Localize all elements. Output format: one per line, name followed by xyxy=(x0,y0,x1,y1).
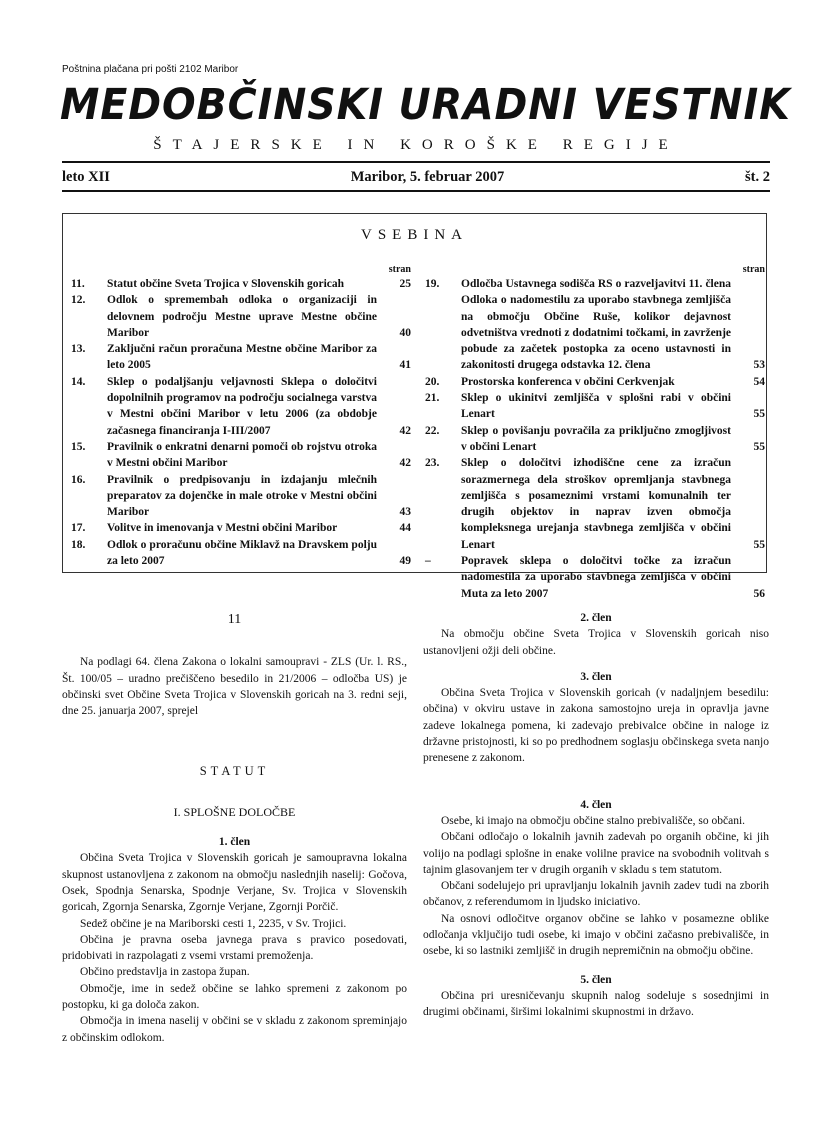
toc-page-header: stran xyxy=(388,264,411,275)
toc-entry-title: Prostorska konferenca v občini Cerkvenjak xyxy=(461,375,675,388)
toc-entry xyxy=(425,553,765,602)
toc-column-right xyxy=(425,262,765,602)
toc-entry-number: 11. xyxy=(71,278,85,290)
toc-entry-title: Statut občine Sveta Trojica v Slovenskih goricah xyxy=(107,278,345,290)
toc-column-left xyxy=(71,262,411,569)
toc-entry-number: 19. xyxy=(425,278,440,290)
toc-entry xyxy=(425,423,765,456)
toc-entry xyxy=(425,390,765,423)
toc-entry-page: 44 xyxy=(399,522,411,535)
issue-year: leto XII xyxy=(62,169,110,185)
toc-entry-page: 53 xyxy=(753,359,765,372)
header-rule-top xyxy=(62,161,770,163)
section-heading: I. SPLOŠNE DOLOČBE xyxy=(173,804,296,819)
toc-entry-number: 23. xyxy=(425,457,440,470)
toc-entry xyxy=(71,520,411,536)
toc-entry-title: Odločba Ustavnega sodišča RS o razveljavitvi 11. člena Odloka o nadomestilu za uporabo stavbnega zemljišča na območju Občine Ruše, kolikor dejavnost odvetništva vrednoti z dodatnimi točkami, in zavrženje pobude za začetek postopka za oceno ustavnosti in zakonitosti drugega odstavka 12. člena xyxy=(461,278,731,372)
toc-entry-number: 21. xyxy=(425,392,440,405)
issue-number: št. 2 xyxy=(745,169,770,185)
clause-heading: 1. člen xyxy=(218,836,251,849)
toc-entry-title: Volitve in imenovanja v Mestni občini Maribor xyxy=(107,522,338,535)
toc-entry xyxy=(71,439,411,472)
clause-paragraph: Območja in imena naselij v občini se v skladu z zakonom spreminjajo z občinskim odlokom. xyxy=(62,1015,407,1044)
toc-entry-number: 17. xyxy=(71,522,86,535)
toc-entry xyxy=(71,472,411,521)
toc-entry xyxy=(425,276,765,374)
clause-paragraph: Osebe, ki imajo na območju občine stalno prebivališče, so občani. xyxy=(441,814,746,827)
toc-entry-page: 55 xyxy=(753,538,765,551)
clause-paragraph: Občina Sveta Trojica v Slovenskih goricah je samoupravna lokalna skupnost ustanovljena z zakonom na območju naslednjih naselij: Gočova, Osek, Spodnja Senarska, Spodnje Verjane, Sv. Trojica v Slovenskih goricah, Zgornja Senarska, Zgornje Verjane, Zgornji Porčič. xyxy=(62,852,407,914)
masthead-subtitle: ŠTAJERSKE IN KOROŠKE REGIJE xyxy=(153,137,679,153)
toc-entry-number: 22. xyxy=(425,424,440,437)
toc-entry-page: 42 xyxy=(399,424,411,437)
toc-entry-number: 14. xyxy=(71,375,86,388)
toc-entry xyxy=(425,455,765,553)
clause-paragraph: Na osnovi odločitve organov občine se lahko v posamezne oblike odločanja vključijo tudi osebe, ki imajo v občini začasno prebivališče, in osebe, ki so lastniki zemljišč in drugih nepremičnin na območju občine. xyxy=(423,912,769,958)
toc-entry xyxy=(71,276,411,292)
toc-entry-title: Sklep o določitvi izhodiščne cene za izračun sorazmernega dela stroškov opremljanja stavbnega zemljišča s posameznimi vrstami komunalnih ter drugih objektov in naprav izven območja kompleksnega urejanja stavbnega zemljišča v občini Lenart xyxy=(461,457,731,551)
toc-entry-title: Pravilnik o predpisovanju in izdajanju mlečnih preparatov za dojenčke in male otroke v Mestni občini Maribor xyxy=(107,473,377,519)
toc-entry-page: 56 xyxy=(753,587,765,600)
clause-paragraph: Območje, ime in sedež občine se lahko spremeni z zakonom po postopku, ki ga določa zakon. xyxy=(62,982,407,1012)
toc-entry-page: 40 xyxy=(399,326,411,339)
clauses-right xyxy=(423,610,769,1021)
toc-entry xyxy=(71,537,411,570)
article-preamble: Na podlagi 64. člena Zakona o lokalni samoupravi - ZLS (Ur. l. RS., Št. 100/05 – uradno prečiščeno besedilo in 21/2006 – odločba US) je občinski svet Občine Sveta Trojica v Slovenskih goricah na 3. redni seji, dne 25. januarja 2007, sprejel xyxy=(62,656,407,718)
clause-paragraph: Občina je pravna oseba javnega prava s pravico posedovati, pridobivati in razpolagati z vsemi vrstami premoženja. xyxy=(62,933,407,963)
toc-entry-number: 20. xyxy=(425,375,440,388)
table-of-contents xyxy=(62,213,767,600)
toc-entry-page: 43 xyxy=(399,506,411,519)
toc-entry-page: 55 xyxy=(753,440,765,453)
header-rule-bottom xyxy=(62,190,770,192)
clause-heading: 5. člen xyxy=(580,973,612,986)
clauses-left xyxy=(62,834,407,1046)
masthead-title: MEDOBČINSKI URADNI VESTNIK xyxy=(60,80,791,130)
body-column-right xyxy=(423,610,769,1021)
toc-list-right xyxy=(425,276,765,602)
toc-entry-number: – xyxy=(425,555,431,568)
clause-paragraph: Občani odločajo o lokalnih javnih zadevah po organih občine, ki jih volijo na podlagi splošne in enake volilne pravice na svobodnih volitvah s tajnim glasovanjem ter v drugih organih v skladu s tem statutom. xyxy=(423,831,769,876)
toc-entry-title: Odlok o spremembah odloka o organizaciji in delovnem področju Mestne uprave Mestne občine Maribor xyxy=(107,294,377,339)
clause-heading: 4. člen xyxy=(580,798,612,811)
toc-entry-title: Sklep o ukinitvi zemljišča v splošni rabi v občini Lenart xyxy=(461,392,731,421)
clause-paragraph: Občina pri uresničevanju skupnih nalog sodeluje s sosednjimi in drugimi občinami, širšimi lokalnimi skupnostmi in državo. xyxy=(423,989,769,1019)
toc-entry-number: 18. xyxy=(71,538,86,551)
toc-entry-title: Zaključni račun proračuna Mestne občine Maribor za leto 2005 xyxy=(107,343,377,372)
toc-title: VSEBINA xyxy=(360,227,468,243)
toc-list-left xyxy=(71,276,411,569)
clause-paragraph: Občani sodelujejo pri upravljanju lokalnih javnih zadev tudi na zborih občanov, z referendumom in ljudsko iniciativo. xyxy=(423,880,769,909)
toc-entry-page: 42 xyxy=(399,457,411,470)
toc-entry xyxy=(71,374,411,439)
article-number: 11 xyxy=(227,612,242,627)
toc-entry-title: Odlok o proračunu občine Miklavž na Dravskem polju za leto 2007 xyxy=(107,538,377,568)
toc-entry-page: 41 xyxy=(399,359,411,372)
toc-entry-title: Sklep o povišanju povračila za priključno zmogljivost v občini Lenart xyxy=(461,424,731,453)
toc-entry-page: 49 xyxy=(399,555,411,568)
toc-entry-title: Popravek sklepa o določitvi točke za izračun nadomestila za uporabo stavbnega zemljišča v občini Muta za leto 2007 xyxy=(461,555,731,600)
clause-paragraph: Na območju občine Sveta Trojica v Slovenskih goricah niso ustanovljeni ožji deli občine. xyxy=(423,628,769,657)
toc-page-header: stran xyxy=(742,264,765,275)
clause-heading: 2. člen xyxy=(580,612,612,624)
clause-paragraph: Sedež občine je na Mariborski cesti 1, 2235, v Sv. Trojici. xyxy=(80,917,347,930)
toc-entry-title: Sklep o podaljšanju veljavnosti Sklepa o določitvi dopolnilnih programov na področju socialnega varstva v Mestni občini Maribor v letu 2006 (za obdobje začasnega financiranja I-III/2007 xyxy=(107,375,377,437)
toc-entry-number: 12. xyxy=(71,294,86,307)
toc-entry-page: 54 xyxy=(753,375,765,388)
toc-entry-page: 25 xyxy=(399,278,411,290)
clause-paragraph: Občina Sveta Trojica v Slovenskih goricah (v nadaljnjem besedilu: občina) v okviru ustave in zakona samostojno ureja in opravlja javne zadeve lokalnega pomena, ki zadevajo prebivalce občine in naloge iz državne pristojnosti, ki so po predhodnem soglasju občinskega sveta nanjo prenesene z zakonom. xyxy=(423,687,769,765)
document-title: STATUT xyxy=(199,764,270,779)
toc-entry-number: 16. xyxy=(71,473,86,486)
toc-entry-number: 15. xyxy=(71,440,86,453)
body-column-left xyxy=(62,612,407,1046)
issue-place-date: Maribor, 5. februar 2007 xyxy=(350,169,505,185)
issue-line xyxy=(62,169,770,186)
clause-paragraph: Občino predstavlja in zastopa župan. xyxy=(80,966,250,979)
toc-entry xyxy=(425,374,765,390)
toc-entry-title: Pravilnik o enkratni denarni pomoči ob rojstvu otroka v Mestni občini Maribor xyxy=(107,440,377,470)
clause-heading: 3. člen xyxy=(580,670,612,683)
toc-entry xyxy=(71,292,411,341)
toc-entry-page: 55 xyxy=(753,408,765,421)
toc-entry xyxy=(71,341,411,374)
postage-note: Poštnina plačana pri pošti 2102 Maribor xyxy=(62,64,239,75)
toc-entry-number: 13. xyxy=(71,343,86,356)
